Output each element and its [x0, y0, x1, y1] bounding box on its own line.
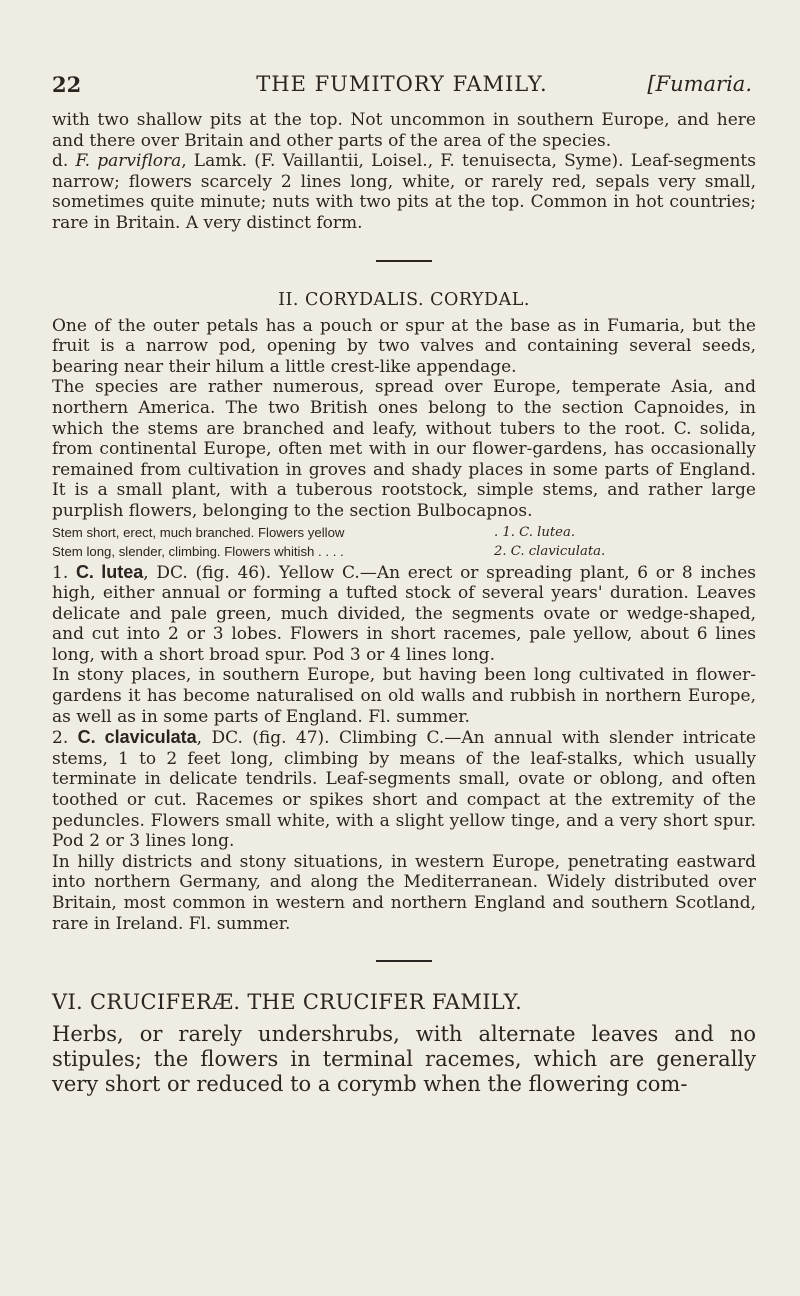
item-letter: d.	[52, 151, 76, 172]
key-species: . 1. C. lutea.	[494, 524, 576, 540]
section-divider	[376, 960, 432, 962]
genus-distribution: The species are rather numerous, spread over Europe, temperate Asia, and northern America. The two British ones belong to the section Capnoides, in which the stems are branched and leafy, without tubers to the root. C. solida, from continental Europe, often met with in our flower-gardens, has occasionally remained from cultivation in groves and shady places in some parts of England. It is a small plant, with a tuberous rootstock, simple stems, and rather large purplish flowers, belonging to the section Bulbocapnos.	[52, 377, 756, 521]
species-number: 2.	[52, 728, 78, 749]
key-description: Stem long, slender, climbing. Flowers whitish . . . .	[52, 543, 344, 559]
species-entry-lutea	[52, 562, 756, 666]
species-name: F. parviflora	[75, 151, 182, 172]
page-number: 22	[52, 72, 82, 97]
paragraph-continuation: with two shallow pits at the top. Not uncommon in southern Europe, and here and there over Britain and other parts of the area of the species.	[52, 110, 756, 151]
key-description: Stem short, erect, much branched. Flowers yellow	[52, 524, 345, 540]
species-number: 1.	[52, 562, 76, 583]
key-row	[52, 543, 756, 560]
page-body	[52, 110, 756, 1097]
family-description: Herbs, or rarely undershrubs, with alternate leaves and no stipules; the flowers in terminal racemes, which are generally very short or reduced to a corymb when the flowering com-	[52, 1022, 756, 1097]
species-text: , DC. (fig. 46). Yellow C.—An erect or spreading plant, 6 or 8 inches high, either annual or forming a tufted stock of several years' duration. Leaves delicate and pale green, much divided, the segments ovate or wedge-shaped, and cut into 2 or 3 lobes. Flowers in short racemes, pale yellow, about 6 lines long, with a short broad spur. Pod 3 or 4 lines long.	[52, 562, 757, 665]
species-name: C. claviculata	[77, 727, 197, 748]
running-header	[52, 72, 752, 100]
genus-description: One of the outer petals has a pouch or spur at the base as in Fumaria, but the fruit is a narrow pod, opening by two valves and containing several seeds, bearing near their hilum a little crest-like appendage.	[52, 315, 756, 377]
species-name: C. lutea	[75, 561, 144, 582]
species-description: , Lamk. (F. Vaillantii, Loisel., F. tenuisecta, Syme). Leaf-segments narrow; flowers scarcely 2 lines long, white, or rarely red, sepals very small, sometimes quite minute; nuts with two pits at the top. Common in hot countries; rare in Britain. A very distinct form.	[52, 151, 756, 233]
running-section: [Fumaria.	[647, 72, 752, 96]
family-heading: VI. CRUCIFERÆ. THE CRUCIFER FAMILY.	[52, 990, 523, 1015]
section-heading: II. CORYDALIS. CORYDAL.	[278, 289, 530, 310]
paragraph-parviflora	[52, 151, 756, 233]
section-divider	[376, 260, 432, 262]
species-distribution: In hilly districts and stony situations, in western Europe, penetrating eastward into northern Germany, and along the Mediterranean. Widely distributed over Britain, most common in western and northern England and southern Scotland, rare in Ireland. Fl. summer.	[52, 851, 756, 934]
species-entry-claviculata	[52, 727, 756, 852]
key-species: 2. C. claviculata.	[494, 543, 606, 559]
species-text: , DC. (fig. 47). Climbing C.—An annual with slender intricate stems, 1 to 2 feet long, climbing by means of the leaf-stalks, which usually terminate in delicate tendrils. Leaf-segments small, ovate or oblong, and often toothed or cut. Racemes or spikes short and compact at the extremity of the peduncles. Flowers small white, with a slight yellow tinge, and a very short spur. Pod 2 or 3 lines long.	[52, 728, 756, 852]
key-row	[52, 524, 756, 541]
running-title: THE FUMITORY FAMILY.	[256, 72, 548, 96]
species-distribution: In stony places, in southern Europe, but having been long cultivated in flower-gardens it has become naturalised on old walls and rubbish in northern Europe, as well as in some parts of England. Fl. summer.	[52, 665, 756, 727]
